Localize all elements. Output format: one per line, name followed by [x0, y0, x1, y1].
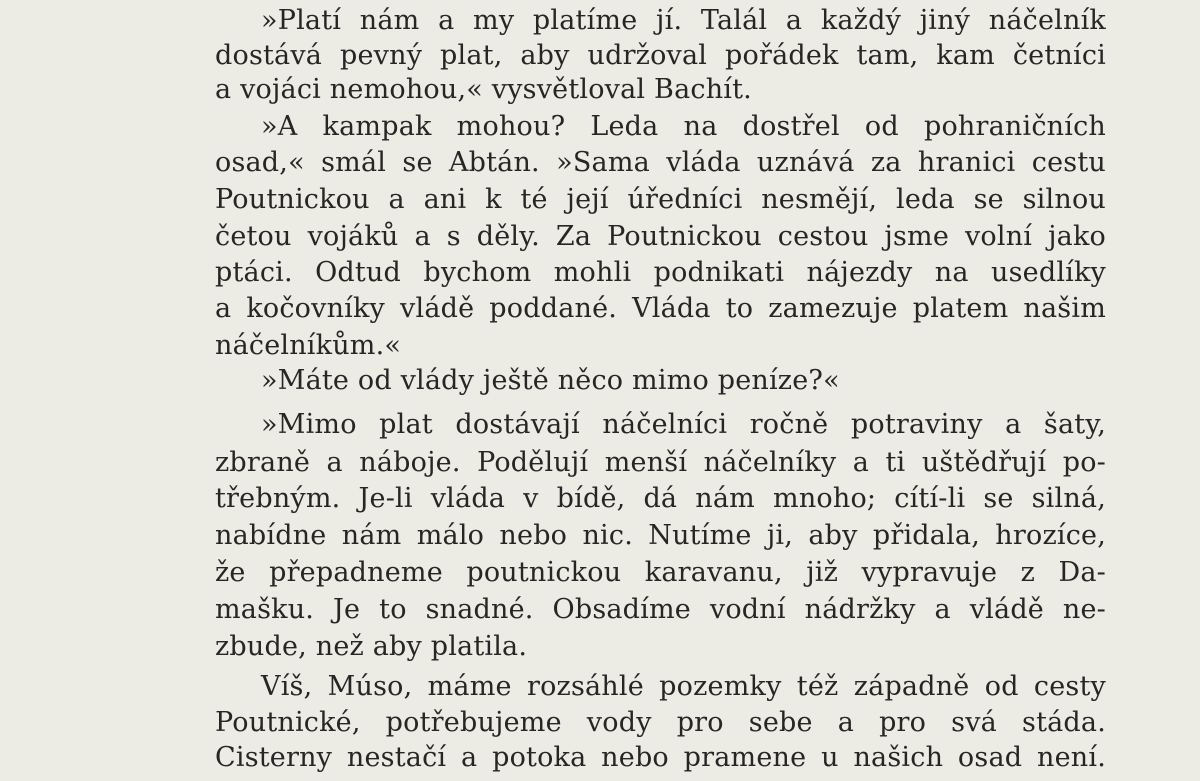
text-line: zbude, než aby platila.: [215, 631, 528, 662]
text-line: četou vojáků a s děly. Za Poutnickou cestou jsme volní jako: [215, 221, 1106, 252]
text-line: »Máte od vlády ještě něco mimo peníze?«: [261, 365, 840, 396]
text-line: mašku. Je to snadné. Obsadíme vodní nádržky a vládě ne-: [215, 594, 1106, 625]
text-line: a vojáci nemohou,« vysvětloval Bachít.: [215, 74, 752, 105]
text-line: dostává pevný plat, aby udržoval pořádek tam, kam četníci: [215, 40, 1106, 71]
text-line: třebným. Je-li vláda v bídě, dá nám mnoho; cítí-li se silná,: [215, 483, 1106, 514]
text-line: Cisterny nestačí a potoka nebo pramene u našich osad není.: [215, 742, 1106, 773]
text-line: »A kampak mohou? Leda na dostřel od pohraničních: [261, 111, 1106, 142]
text-line: že přepadneme poutnickou karavanu, již vypravuje z Da-: [215, 557, 1106, 588]
text-line: zbraně a náboje. Podělují menší náčelníky a ti uštědřují po-: [215, 447, 1106, 478]
text-line: osad,« smál se Abtán. »Sama vláda uznává za hranici cestu: [215, 147, 1106, 178]
text-line: Víš, Músо, máme rozsáhlé pozemky též západně od cesty: [261, 671, 1106, 702]
text-line: nabídne nám málo nebo nic. Nutíme ji, aby přidala, hrozíce,: [215, 520, 1106, 551]
text-line: Poutnické, potřebujeme vody pro sebe a pro svá stáda.: [215, 707, 1106, 738]
text-line: a kočovníky vládě poddané. Vláda to zamezuje platem našim: [215, 293, 1106, 324]
text-line: »Platí nám a my platíme jí. Talál a každý jiný náčelník: [261, 5, 1106, 36]
text-line: »Mimo plat dostávají náčelníci ročně potraviny a šaty,: [261, 409, 1106, 440]
text-line: náčelníkům.«: [215, 330, 402, 361]
text-line: Poutnickou a ani k té její úředníci nesmějí, leda se silnou: [215, 184, 1106, 215]
text-line: ptáci. Odtud bychom mohli podnikati nájezdy na usedlíky: [215, 257, 1106, 288]
